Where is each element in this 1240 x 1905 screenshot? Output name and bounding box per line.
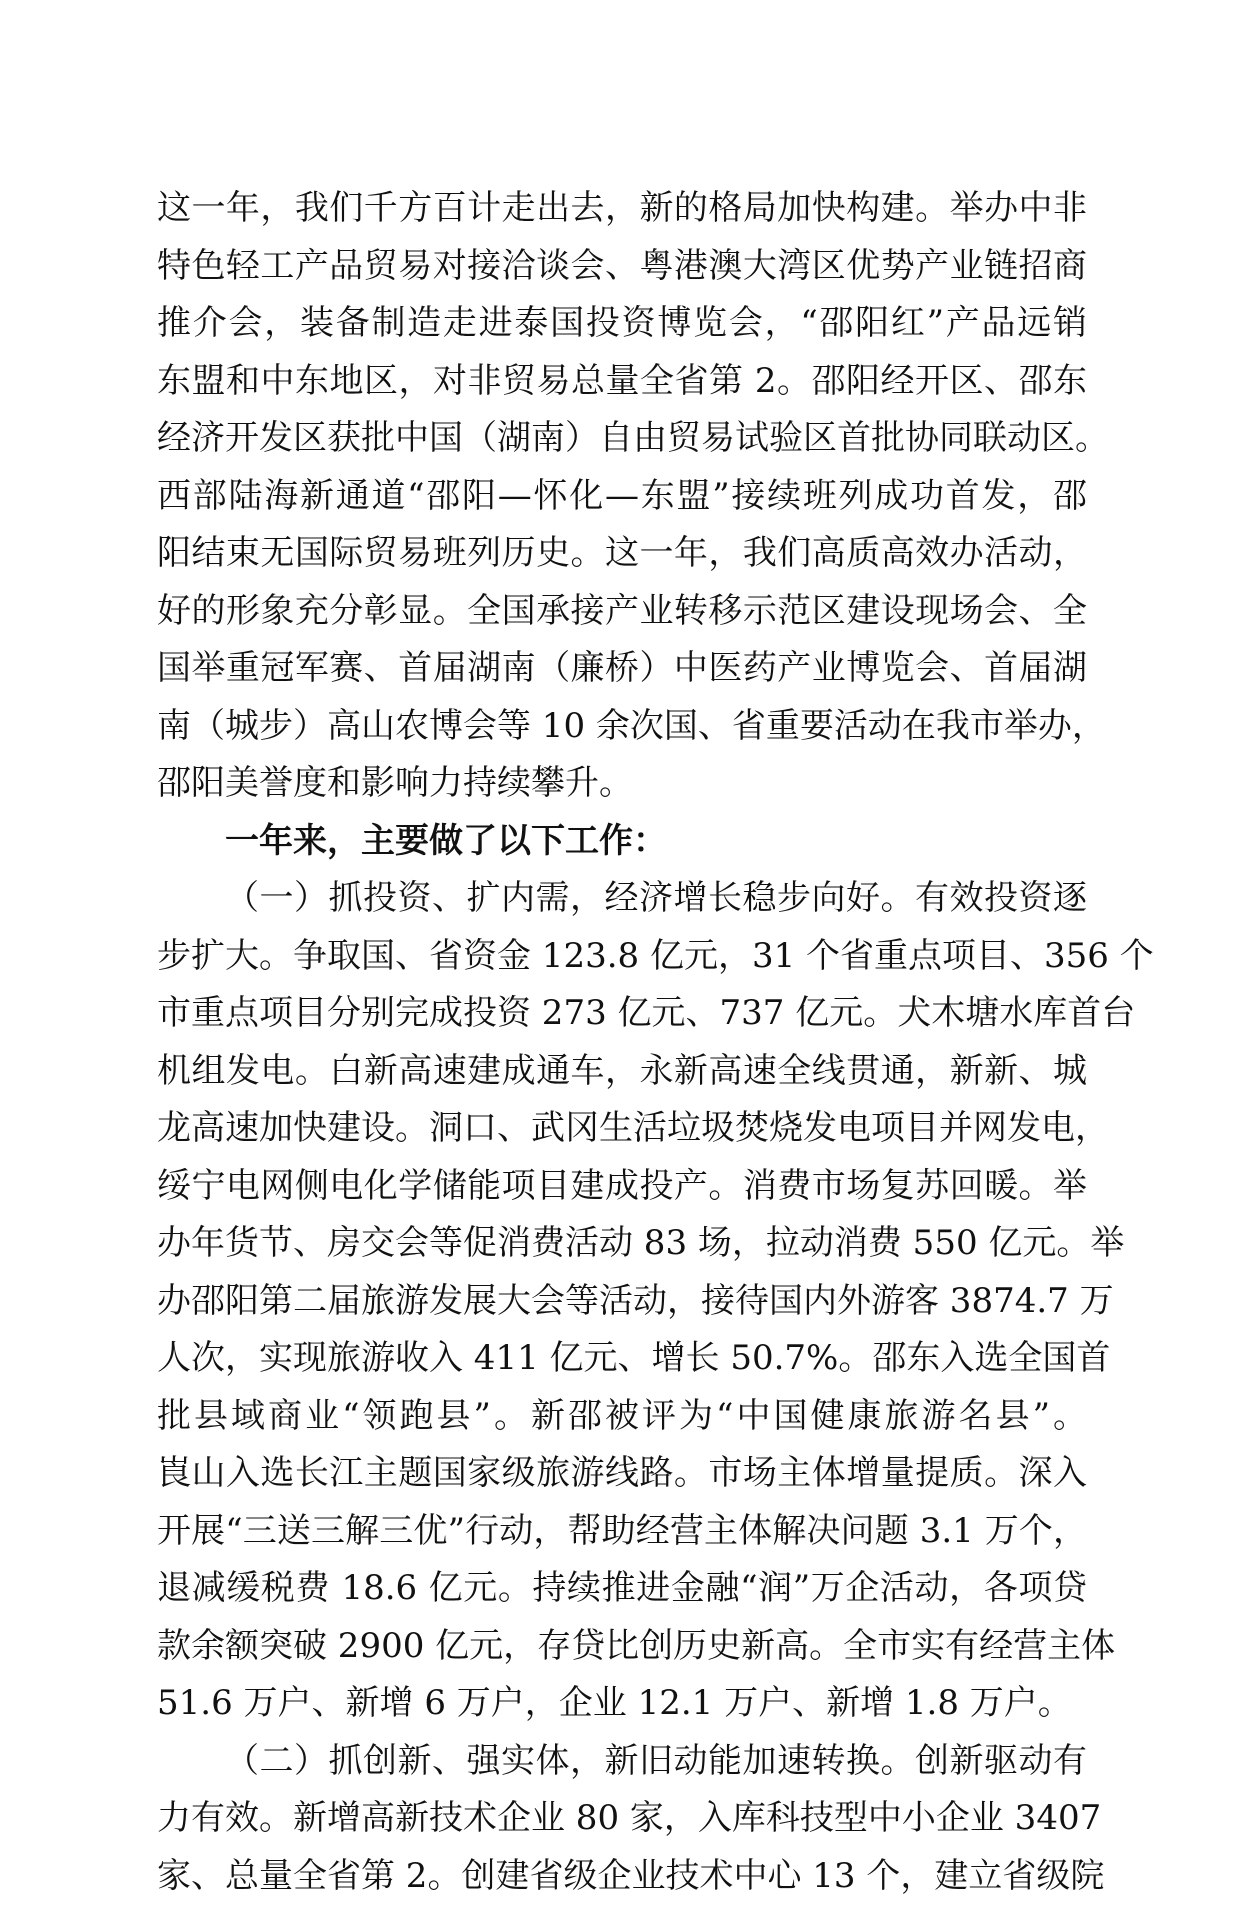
text-line: 退减缓税费 18.6 亿元。持续推进金融“润”万企活动，各项贷 [157, 1560, 1087, 1618]
text-line: 国举重冠军赛、首届湖南（廉桥）中医药产业博览会、首届湖 [157, 640, 1087, 698]
text-line: 经济开发区获批中国（湖南）自由贸易试验区首批协同联动区。 [157, 410, 1087, 468]
text-line: 特色轻工产品贸易对接洽谈会、粤港澳大湾区优势产业链招商 [157, 238, 1087, 296]
text-line: 龙高速加快建设。洞口、武冈生活垃圾焚烧发电项目并网发电， [157, 1100, 1087, 1158]
section-heading: 一年来，主要做了以下工作： [157, 813, 1087, 871]
text-line: 市重点项目分别完成投资 273 亿元、737 亿元。犬木塘水库首台 [157, 985, 1087, 1043]
paragraph-section-2 [157, 1733, 1087, 1905]
text-line: （一）抓投资、扩内需，经济增长稳步向好。有效投资逐 [157, 870, 1087, 928]
text-line: 阳结束无国际贸易班列历史。这一年，我们高质高效办活动， [157, 525, 1087, 583]
document-page [157, 180, 1087, 1905]
paragraph-section-1 [157, 870, 1087, 1733]
text-line: （二）抓创新、强实体，新旧动能加速转换。创新驱动有 [157, 1733, 1087, 1791]
text-line: 推介会，装备制造走进泰国投资博览会，“邵阳红”产品远销 [157, 295, 1087, 353]
text-line: 崀山入选长江主题国家级旅游线路。市场主体增量提质。深入 [157, 1445, 1087, 1503]
text-line: 东盟和中东地区，对非贸易总量全省第 2。邵阳经开区、邵东 [157, 353, 1087, 411]
text-line: 西部陆海新通道“邵阳—怀化—东盟”接续班列成功首发，邵 [157, 468, 1087, 526]
text-line: 批县域商业“领跑县”。新邵被评为“中国健康旅游名县”。 [157, 1388, 1087, 1446]
text-line: 开展“三送三解三优”行动，帮助经营主体解决问题 3.1 万个， [157, 1503, 1087, 1561]
text-line: 这一年，我们千方百计走出去，新的格局加快构建。举办中非 [157, 180, 1087, 238]
text-line: 办邵阳第二届旅游发展大会等活动，接待国内外游客 3874.7 万 [157, 1273, 1087, 1331]
text-line: 家、总量全省第 2。创建省级企业技术中心 13 个，建立省级院 [157, 1848, 1087, 1905]
text-line: 机组发电。白新高速建成通车，永新高速全线贯通，新新、城 [157, 1043, 1087, 1101]
text-line: 好的形象充分彰显。全国承接产业转移示范区建设现场会、全 [157, 583, 1087, 641]
text-line: 办年货节、房交会等促消费活动 83 场，拉动消费 550 亿元。举 [157, 1215, 1087, 1273]
text-line: 绥宁电网侧电化学储能项目建成投产。消费市场复苏回暖。举 [157, 1158, 1087, 1216]
text-line: 邵阳美誉度和影响力持续攀升。 [157, 755, 1087, 813]
text-line: 款余额突破 2900 亿元，存贷比创历史新高。全市实有经营主体 [157, 1618, 1087, 1676]
text-line: 步扩大。争取国、省资金 123.8 亿元，31 个省重点项目、356 个 [157, 928, 1087, 986]
paragraph-opening [157, 180, 1087, 813]
text-line: 51.6 万户、新增 6 万户，企业 12.1 万户、新增 1.8 万户。 [157, 1675, 1087, 1733]
text-line: 力有效。新增高新技术企业 80 家，入库科技型中小企业 3407 [157, 1790, 1087, 1848]
text-line: 人次，实现旅游收入 411 亿元、增长 50.7%。邵东入选全国首 [157, 1330, 1087, 1388]
text-line: 南（城步）高山农博会等 10 余次国、省重要活动在我市举办， [157, 698, 1087, 756]
